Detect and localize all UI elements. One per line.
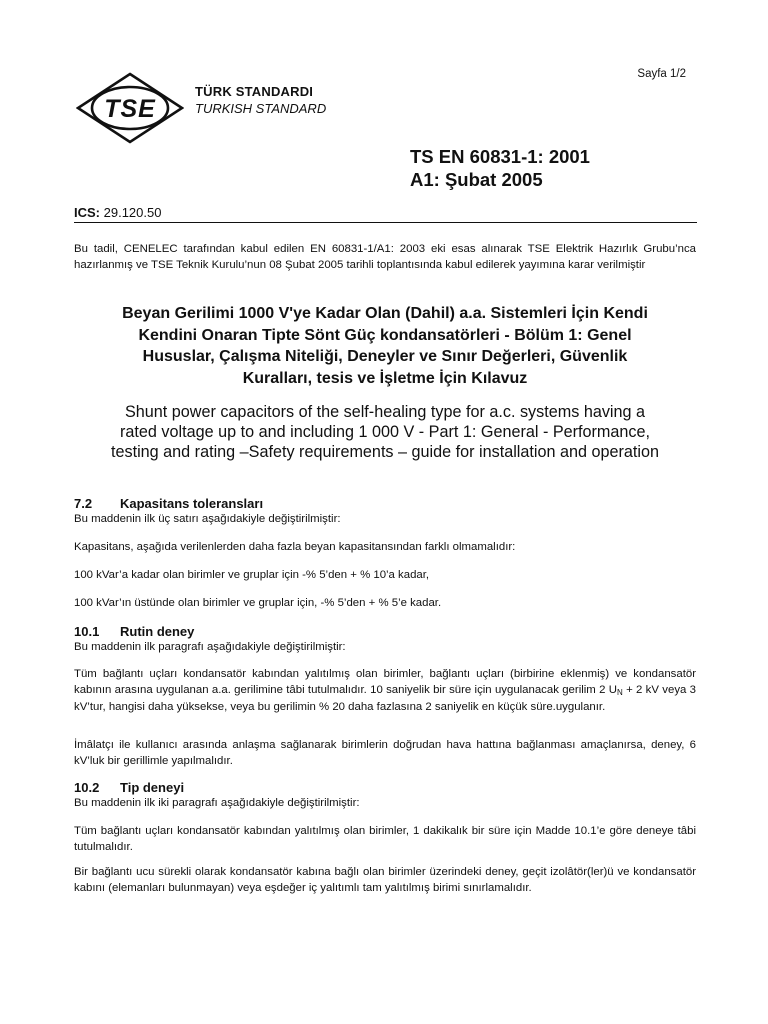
subscript-n: N <box>616 687 623 697</box>
ics-label: ICS: <box>74 205 100 220</box>
title-en-line: Shunt power capacitors of the self-healing type for a.c. systems having a <box>124 403 646 421</box>
title-en-line: testing and rating –Safety requirements – guide for installation and operation <box>110 443 660 462</box>
tse-logo <box>76 72 184 144</box>
section-7-2-note: Bu maddenin ilk üç satırı aşağıdakiyle değiştirilmiştir: <box>74 513 341 525</box>
title-en-line: rated voltage up to and including 1 000 V - Part 1: General - Performance, <box>120 423 650 442</box>
section-title: Kapasitans toleransları <box>120 496 264 511</box>
section-7-2-heading <box>74 496 263 511</box>
section-10-2-note: Bu maddenin ilk iki paragrafı aşağıdakiyle değiştirilmiştir: <box>74 797 360 809</box>
page-number: Sayfa 1/2 <box>637 68 686 80</box>
section-number: 10.2 <box>74 780 100 795</box>
header-divider <box>74 222 697 223</box>
section-10-1-para <box>74 667 696 716</box>
logo-text: TSE <box>104 95 156 123</box>
para-text: Tüm bağlantı uçları kondansatör kabından yalıtılmış olan birimler, bağlantı uçları (birbirine eklenmiş) ve kondansatör kabının arasına uygulanan a.a. gerilimine tâbi tutulmalıdır. 10 saniyelik bir süre için uygulanacak gerilim 2 U <box>74 668 696 696</box>
title-tr-line: Kuralları, tesis ve İşletme İçin Kılavuz <box>242 369 528 387</box>
title-tr-line: Beyan Gerilimi 1000 V'ye Kadar Olan (Dahil) a.a. Sistemleri İçin Kendi <box>122 305 648 322</box>
section-7-2-para: Kapasitans, aşağıda verilenlerden daha fazla beyan kapasitansından farklı olmamalıdır: <box>74 541 516 553</box>
title-turkish <box>74 303 696 389</box>
section-number: 10.1 <box>74 624 100 639</box>
section-title: Tip deneyi <box>120 780 185 795</box>
section-7-2-para: 100 kVar’a kadar olan birimler ve gruplar için -% 5’den + % 10’a kadar, <box>74 569 430 581</box>
ics-line <box>74 205 161 220</box>
para-text: + 2 kV veya 3 kV’tur, hangisi daha yüksekse, veya bu gerilimin % 20 daha fazlasına 2 saniyelik en küçük süre.uygulanır. <box>74 683 696 714</box>
title-tr-line: Hususlar, Çalışma Niteliği, Deneyler ve Sınır Değerleri, Güvenlik <box>142 348 628 365</box>
section-10-2-para: Tüm bağlantı uçları kondansatör kabından yalıtılmış olan birimler, 1 dakikalık bir süre için Madde 10.1’e göre deneye tâbi tutulmalıdır. <box>74 825 696 853</box>
amendment-date: A1: Şubat 2005 <box>410 169 543 190</box>
section-10-1-heading <box>74 624 194 639</box>
standard-code: TS EN 60831-1: 2001 <box>410 146 590 167</box>
ics-value: 29.120.50 <box>103 205 162 220</box>
section-number: 7.2 <box>74 496 93 511</box>
section-title: Rutin deney <box>120 624 195 639</box>
section-10-1-note: Bu maddenin ilk paragrafı aşağıdakiyle değiştirilmiştir: <box>74 641 346 653</box>
intro-paragraph: Bu tadil, CENELEC tarafından kabul edilen EN 60831-1/A1: 2003 eki esas alınarak TSE Elektrik Hazırlık Grubu’nca hazırlanmış ve TSE Teknik Kurulu’nun 08 Şubat 2005 tarihli toplantısında kabul edilerek yayımına karar verilmiştir <box>74 243 696 271</box>
title-english <box>74 402 696 463</box>
title-tr-line: Kendini Onaran Tipte Sönt Güç kondansatörleri - Bölüm 1: Genel <box>138 326 632 344</box>
section-10-1-para: İmâlatçı ile kullanıcı arasında anlaşma sağlanarak birimlerin doğrudan hava hattına bağlanması amaçlanırsa, deney, 6 kV’luk bir gerillimle yapılmalıdır. <box>74 739 696 767</box>
org-name-en: TURKISH STANDARD <box>195 101 327 116</box>
section-10-2-para: Bir bağlantı ucu sürekli olarak kondansatör kabına bağlı olan birimler üzerindeki deney, geçit izolâtör(ler)ü ve kondansatör kabını (elemanları bulunmayan) veya eşdeğer iç yalıtımlı tam yalıtılmış birimi sınırlamalıdır. <box>74 866 696 894</box>
section-7-2-para: 100 kVar’ın üstünde olan birimler ve gruplar için, -% 5’den + % 5’e kadar. <box>74 597 442 609</box>
org-name-tr: TÜRK STANDARDI <box>195 84 314 99</box>
section-10-2-heading <box>74 780 184 795</box>
